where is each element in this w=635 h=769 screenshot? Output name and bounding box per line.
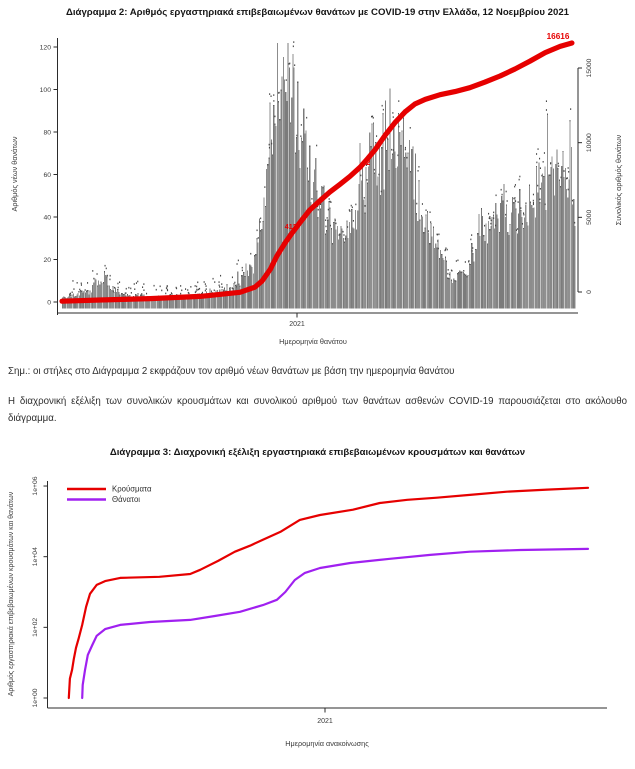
right-tick-label: 15000	[586, 58, 593, 78]
left-tick-label: 0	[47, 299, 51, 307]
log-tick-label: 1e+06	[32, 476, 39, 496]
y-axis-label: Αριθμός εργαστηριακά επιβεβαιωμένων κρουσμάτων και θανάτων	[8, 491, 15, 697]
right-axis-label: Συνολικός αριθμός θανάτων	[614, 134, 623, 226]
left-tick-label: 60	[43, 171, 51, 179]
log-tick-label: 1e+02	[32, 617, 39, 637]
right-tick-label: 10000	[586, 133, 593, 153]
milestone-annotation: 413	[284, 221, 297, 231]
log-tick-label: 1e+00	[32, 688, 39, 708]
chart2-title: Διάγραμμα 2: Αριθμός εργαστηριακά επιβεβαιωμένων θανάτων με COVID-19 στην Ελλάδα, 12 Νοεμβρίου 2021	[65, 7, 570, 18]
chart2	[10, 32, 623, 346]
chart3	[7, 476, 607, 748]
deaths-bars-layer	[62, 43, 576, 309]
x-axis-label: Ημερομηνία θανάτου	[279, 337, 347, 346]
chart3-axes	[44, 481, 608, 713]
log-tick-label: 1e+04	[32, 547, 39, 567]
right-tick-label: 0	[586, 290, 593, 294]
legend-label: Κρούσματα	[112, 484, 152, 494]
cases-line	[69, 488, 588, 698]
paragraph-text: Η διαχρονική εξέλιξη των συνολικών κρουσμάτων και συνολικού αριθμού των θανάτων ασθενών COVID-19 παρουσιάζεται στο ακόλουθο διάγραμμα.	[8, 396, 627, 424]
legend	[67, 485, 152, 505]
left-tick-label: 100	[39, 86, 51, 94]
total-deaths-label: 16616	[546, 32, 570, 41]
chart3-title: Διάγραμμα 3: Διαχρονική εξέλιξη εργαστηριακά επιβεβαιωμένων κρουσμάτων και θανάτων	[109, 447, 526, 458]
x-tick-2021: 2021	[317, 718, 333, 725]
left-tick-label: 120	[39, 44, 51, 52]
x-tick-2021: 2021	[289, 321, 305, 328]
left-tick-label: 80	[43, 129, 51, 137]
legend-label: Θάνατοι	[112, 495, 141, 505]
left-axis-label: Αριθμός νέων θανάτων	[10, 136, 19, 212]
x-axis-label: Ημερομηνία ανακοίνωσης	[285, 739, 369, 748]
left-tick-label: 40	[43, 214, 51, 222]
milestone-annotation: 82	[362, 157, 371, 167]
left-tick-label: 20	[43, 256, 51, 264]
right-tick-label: 5000	[586, 209, 593, 225]
deaths-line	[82, 549, 588, 698]
note-text: Σημ.: οι στήλες στο Διάγραμμα 2 εκφράζουν τον αριθμό νέων θανάτων με βάση την ημερομηνία θανάτου	[8, 366, 455, 377]
